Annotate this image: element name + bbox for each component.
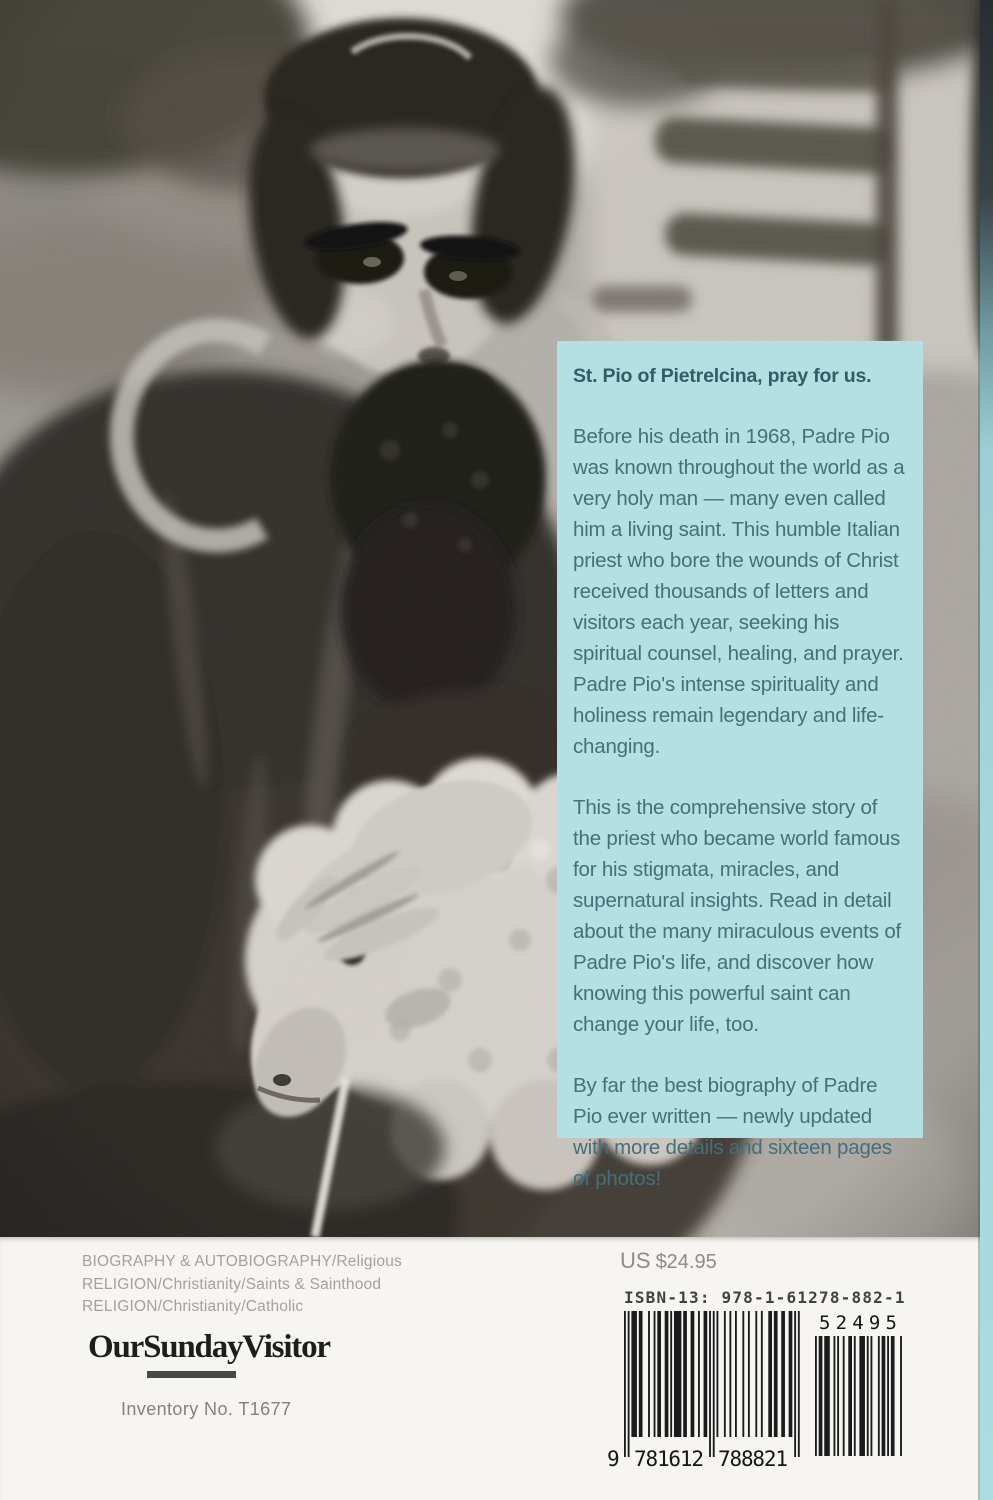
publisher-logo (88, 1329, 330, 1366)
category-line: RELIGION/Christianity/Catholic (82, 1298, 304, 1315)
price-currency: US (620, 1248, 651, 1273)
category-line: RELIGION/Christianity/Saints & Sainthood (82, 1275, 382, 1293)
spine-edge-stripe (980, 0, 993, 1500)
blurb-paragraph: By far the best biography of Padre Pio ever written — newly updated with more details and sixteen pages of photos! (573, 1074, 892, 1190)
blurb-paragraph: This is the comprehensive story of the priest who became world famous for his stigmata, miracles, and supernatural insights. Read in detail about the many miraculous events of Padre Pio's life, and discover how knowing this powerful saint can change your life, too. (573, 796, 902, 1036)
barcode-group2: 788821 (718, 1447, 788, 1471)
blurb-panel (557, 341, 923, 1190)
logo-part-our: Our (88, 1329, 144, 1365)
logo-part-sunday: Sunday (143, 1329, 243, 1365)
barcode-lead-digit: 9 (607, 1447, 620, 1471)
price (620, 1248, 717, 1274)
isbn-text: ISBN-13: 978-1-61278-882-1 (624, 1288, 906, 1307)
blurb-heading: St. Pio of Pietrelcina, pray for us. (573, 365, 872, 387)
ean5-addon-barcode (815, 1312, 902, 1456)
inventory-number: Inventory No. T1677 (121, 1399, 292, 1419)
ean13-main-bars (607, 1311, 800, 1471)
barcode-addon-digits: 52495 (819, 1312, 897, 1334)
category-line: BIOGRAPHY & AUTOBIOGRAPHY/Religious (82, 1253, 402, 1270)
blurb-paragraph: Before his death in 1968, Padre Pio was known throughout the world as a very holy man — many even called him a living saint. This humble Italian priest who bore the wounds of Christ received thousands of letters and visitors each year, seeking his spiritual counsel, healing, and prayer. Padre Pio's intense spirituality and holiness remain legendary and life-changing. (573, 425, 905, 758)
logo-part-visitor: Visitor (242, 1329, 330, 1365)
category-list (82, 1251, 402, 1319)
price-amount: $24.95 (655, 1251, 717, 1273)
footer-band (0, 1237, 993, 1500)
barcode-group1: 781612 (634, 1447, 704, 1471)
ean13-barcode (606, 1309, 906, 1479)
